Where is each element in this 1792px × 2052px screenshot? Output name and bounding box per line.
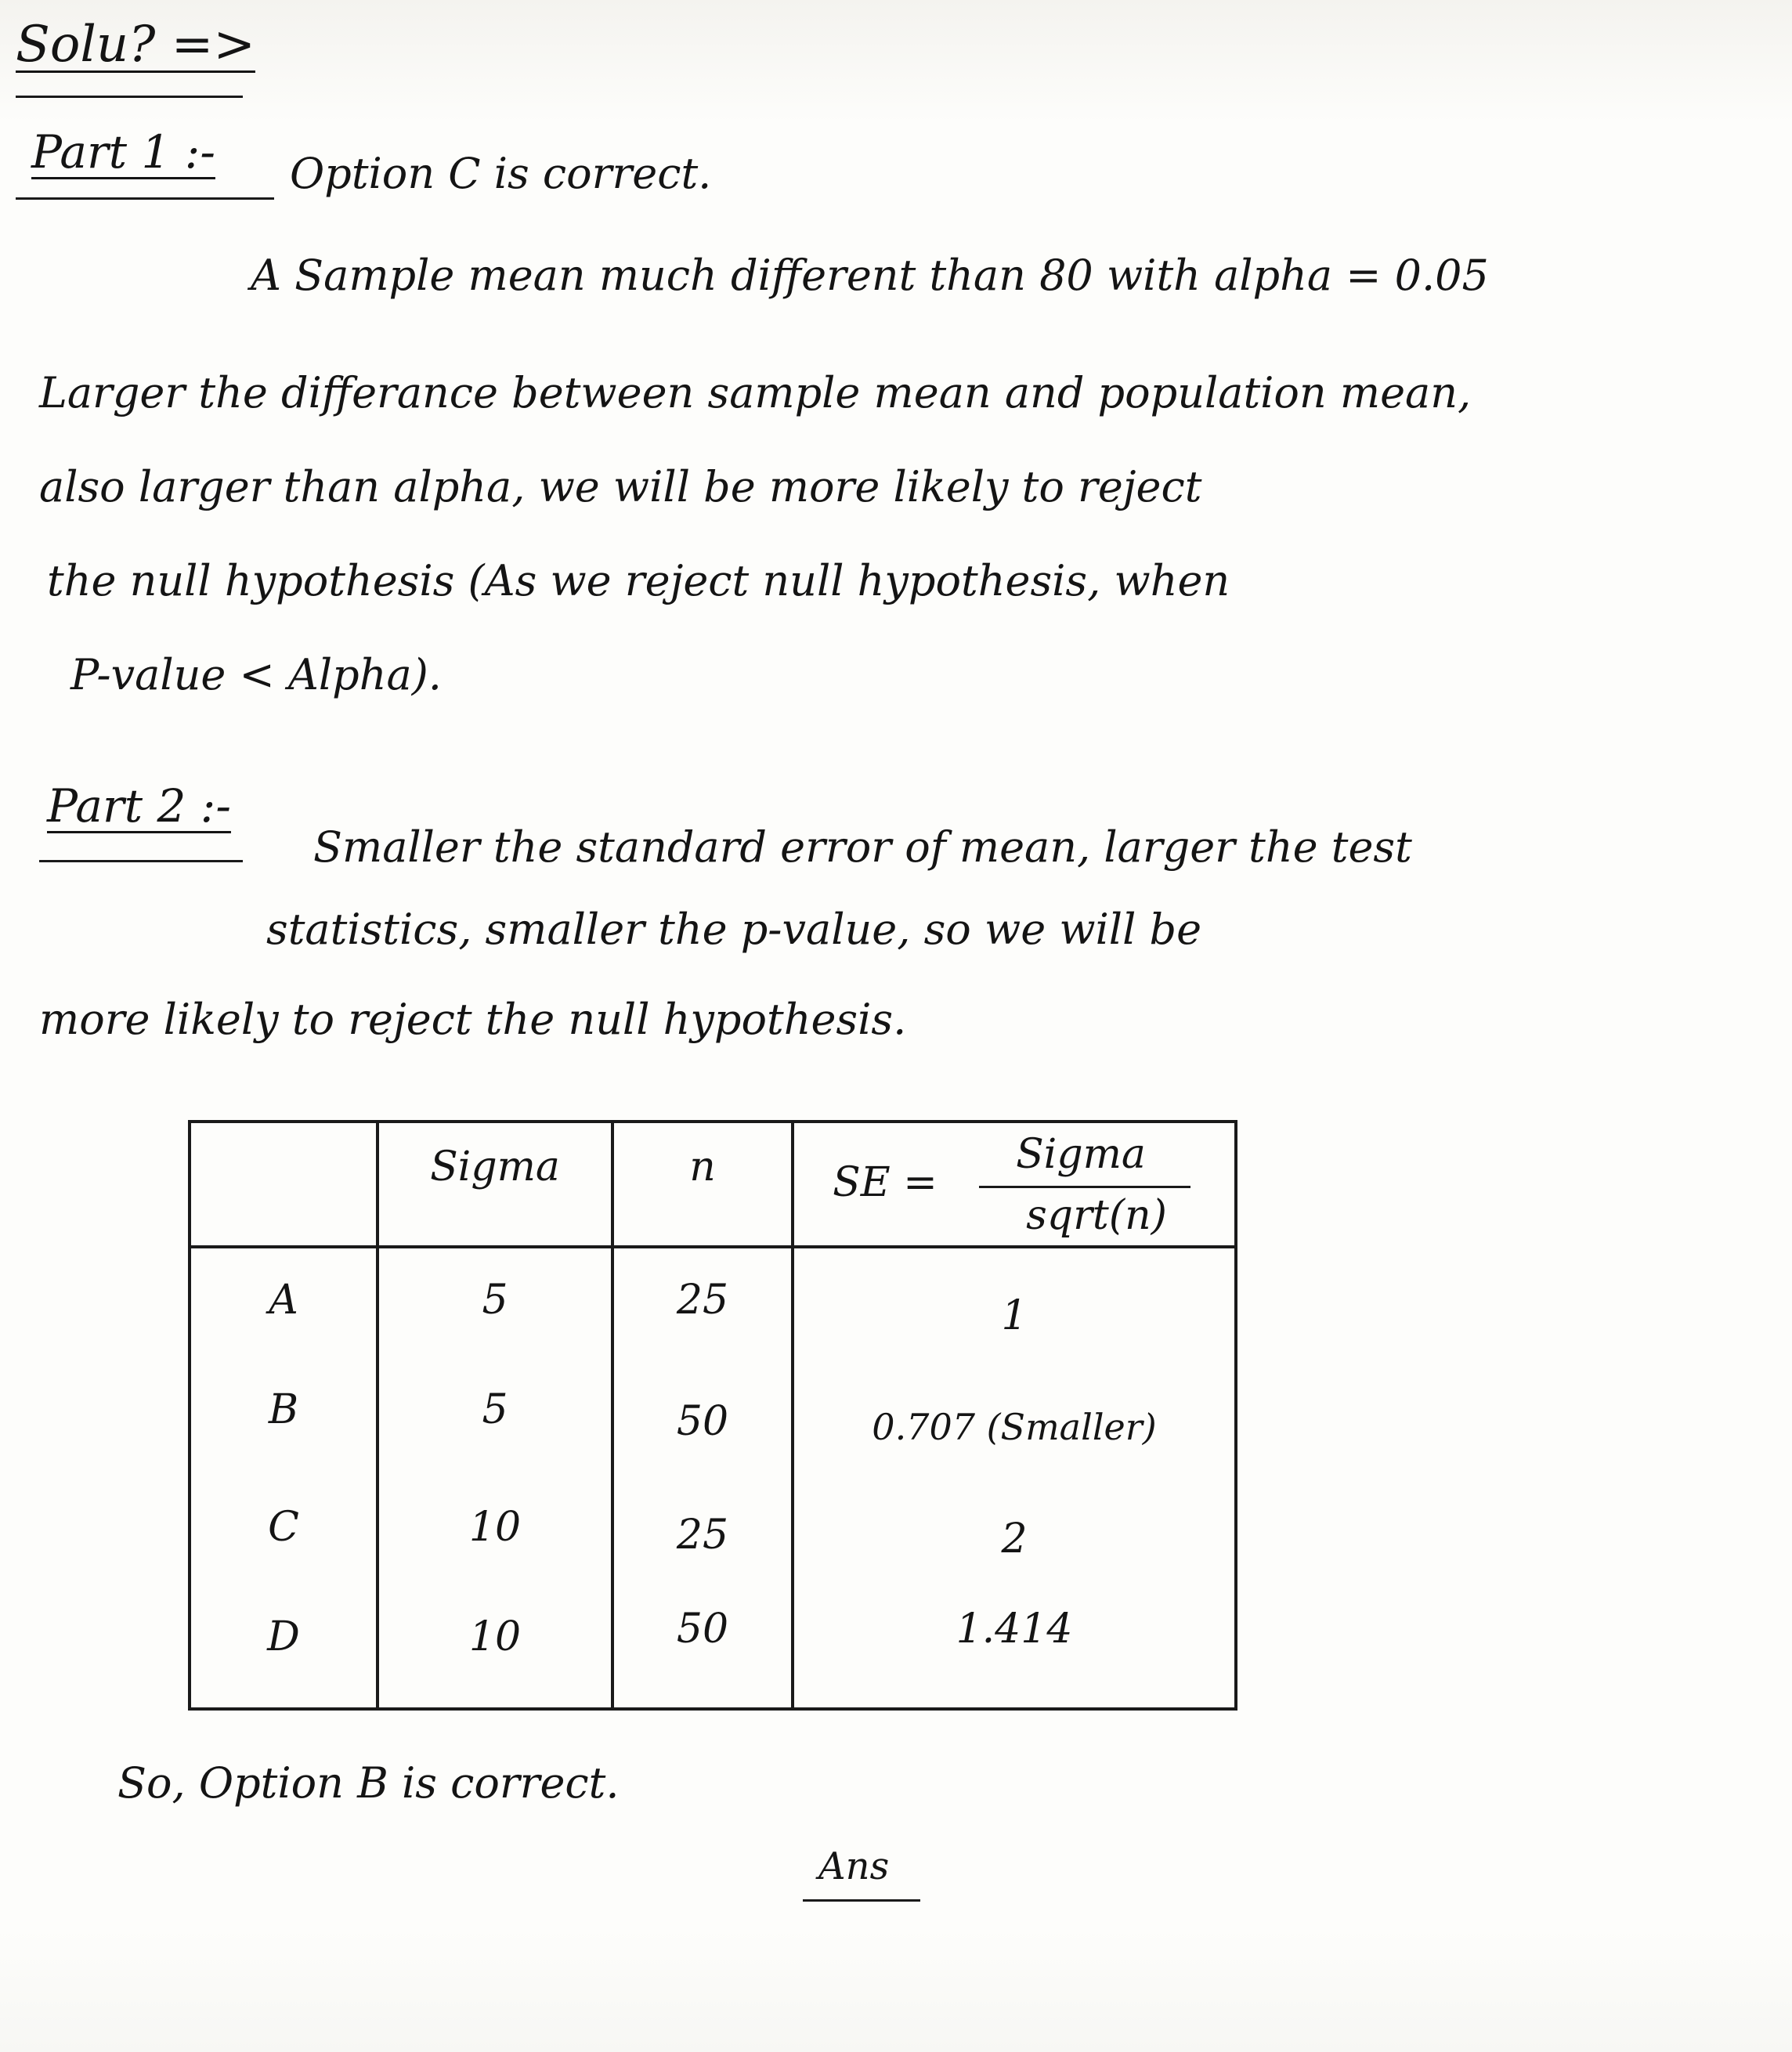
row-a-label: A [269,1277,298,1324]
solution-heading: Solu? => [16,16,255,74]
ans-label: Ans [818,1844,890,1888]
row-b-n: 50 [676,1398,729,1445]
header-n: n [689,1143,716,1190]
part1-line-4: the null hypothesis (As we reject null hypothesis, when [47,556,1230,605]
row-d-label: D [267,1613,300,1660]
part2-label-underline [39,860,243,862]
row-a-n: 25 [676,1277,729,1324]
standard-error-table [188,1120,1237,1707]
row-c-n: 25 [676,1512,729,1559]
row-b-label: B [268,1386,299,1433]
row-b-se: 0.707 (Smaller) [872,1406,1157,1448]
part1-label: Part 1 :- [31,125,215,179]
header-se-denominator: sqrt(n) [1026,1192,1167,1239]
row-c-sigma: 10 [468,1504,522,1551]
row-d-sigma: 10 [468,1613,522,1660]
row-d-se: 1.414 [956,1606,1073,1653]
part2-line-3: more likely to reject the null hypothesis. [39,995,907,1044]
row-a-sigma: 5 [482,1277,508,1324]
conclusion: So, Option B is correct. [117,1758,620,1808]
part1-answer: Option C is correct. [290,149,712,198]
header-se-label: SE = [833,1159,938,1206]
header-se-fraction-bar [979,1186,1190,1188]
part2-label: Part 2 :- [47,779,231,833]
header-sigma: Sigma [430,1143,560,1190]
part1-line-5: P-value < Alpha). [70,650,442,699]
part2-line-1: Smaller the standard error of mean, larger the test [313,822,1412,872]
row-c-label: C [268,1504,299,1551]
part2-line-2: statistics, smaller the p-value, so we will be [266,905,1202,954]
row-c-se: 2 [1001,1516,1028,1562]
heading-double-underline [16,96,243,98]
table-bottom-border [188,1707,1237,1711]
part1-line-2: Larger the differance between sample mean and population mean, [39,368,1472,417]
row-a-se: 1 [1001,1292,1028,1339]
row-b-sigma: 5 [482,1386,508,1433]
table-right-border [1234,1120,1237,1711]
part1-line-1: A Sample mean much different than 80 with alpha = 0.05 [251,251,1489,300]
header-se-numerator: Sigma [1016,1131,1146,1178]
ans-underline [803,1899,920,1902]
table-top-border [188,1120,1237,1123]
table-header-divider [188,1245,1237,1248]
part1-line-3: also larger than alpha, we will be more likely to reject [39,462,1202,511]
row-d-n: 50 [676,1606,729,1653]
part1-label-underline [16,197,274,200]
